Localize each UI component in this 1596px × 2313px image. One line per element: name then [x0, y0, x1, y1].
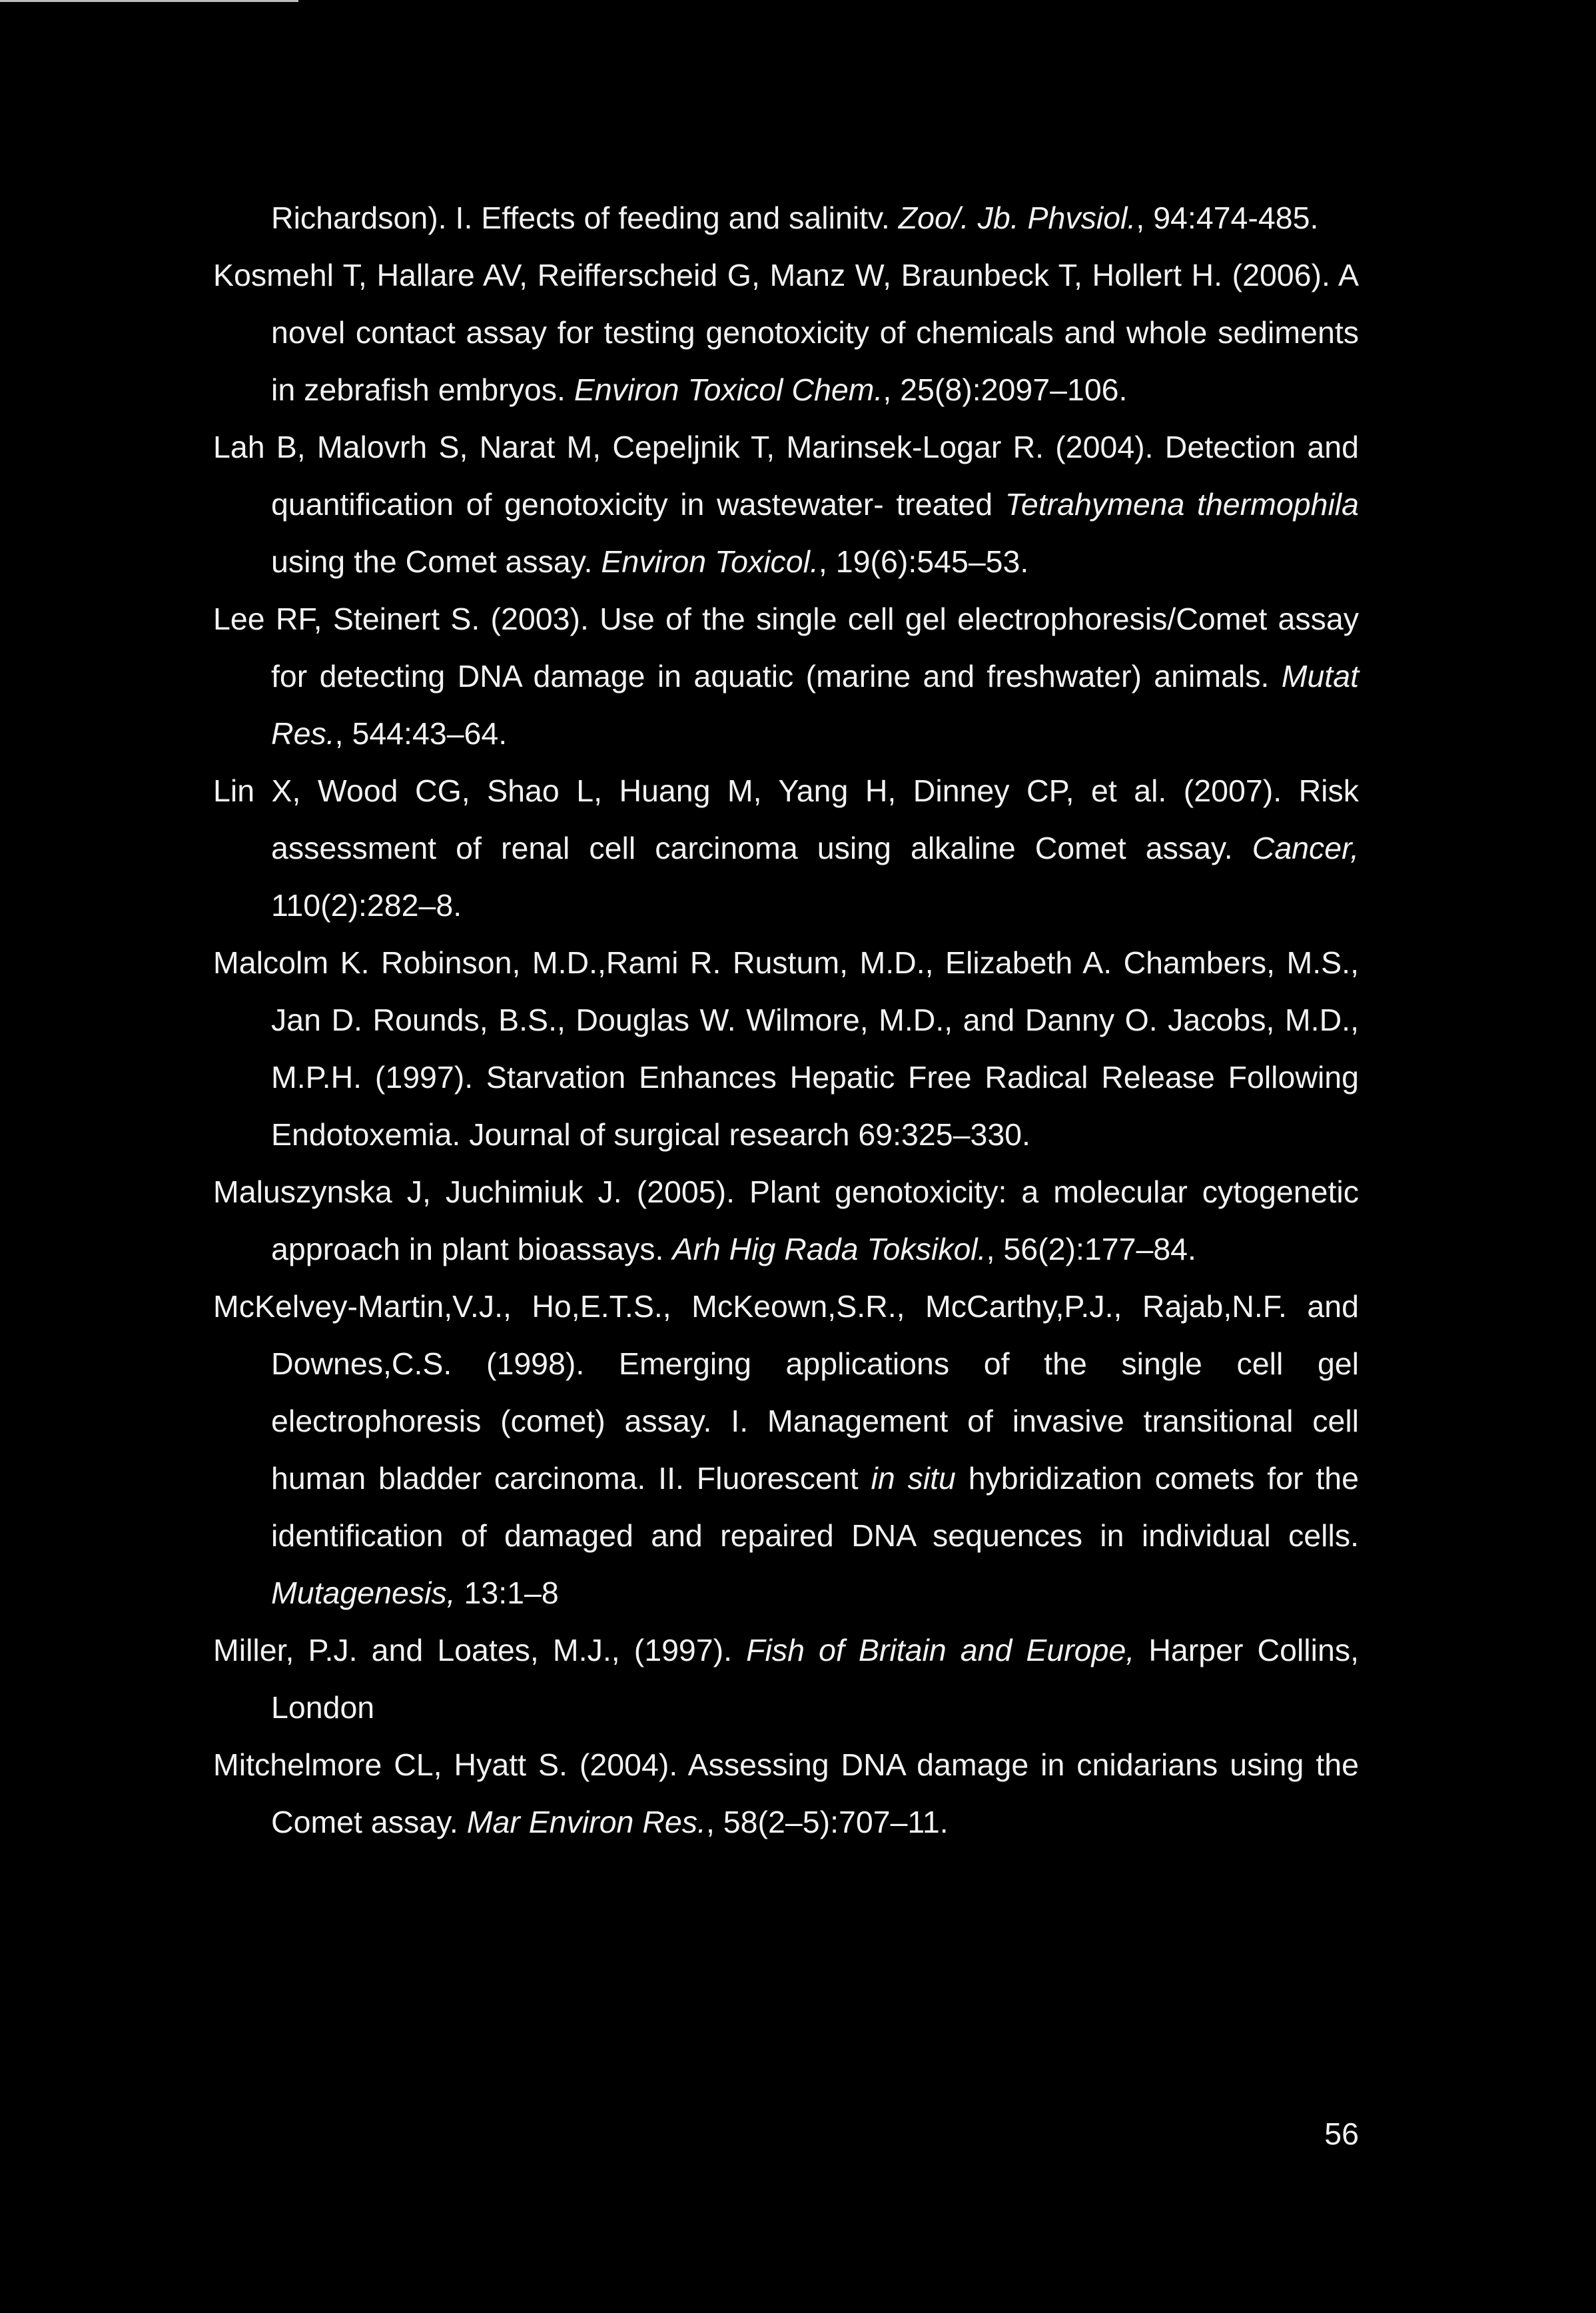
reference-entry	[213, 590, 1359, 762]
reference-text: using the Comet assay.	[271, 544, 601, 579]
reference-text: Mitchelmore CL, Hyatt S. (2004). Assessing DNA damage in cnidarians using the Comet assay.	[213, 1747, 1359, 1839]
reference-text: , 25(8):2097–106.	[883, 372, 1128, 407]
top-rule	[0, 0, 298, 2]
reference-italic-text: Tetrahymena thermophila	[1004, 487, 1359, 522]
reference-text: 110(2):282–8.	[271, 888, 462, 923]
reference-text: Maluszynska J, Juchimiuk J. (2005). Plant genotoxicity: a molecular cytogenetic approach in plant bioassays.	[213, 1174, 1359, 1266]
reference-entry	[213, 1278, 1359, 1621]
reference-italic-text: Mar Environ Res.	[466, 1805, 706, 1839]
reference-text: , 58(2–5):707–11.	[705, 1805, 949, 1839]
reference-italic-text: Arh Hig Rada Toksikol.	[672, 1232, 987, 1266]
reference-entry	[213, 246, 1359, 418]
page-number: 56	[1324, 2116, 1359, 2151]
reference-italic-text: Zoo/. Jb. Phvsiol.	[898, 201, 1136, 235]
reference-text: 13:1–8	[455, 1576, 559, 1610]
reference-entry	[213, 1736, 1359, 1851]
reference-italic-text: Mutat Res.	[271, 659, 1359, 751]
reference-entry	[213, 418, 1359, 590]
reference-text: , 56(2):177–84.	[986, 1232, 1196, 1266]
reference-entry	[213, 1621, 1359, 1736]
reference-text: Kosmehl T, Hallare AV, Reifferscheid G, Manz W, Braunbeck T, Hollert H. (2006). A novel contact assay for testing genotoxicity of chemicals and whole sediments in zebrafish embryos.	[213, 258, 1359, 407]
reference-entry	[213, 762, 1359, 934]
reference-text: McKelvey-Martin,V.J., Ho,E.T.S., McKeown,S.R., McCarthy,P.J., Rajab,N.F. and Downes,C.S. (1998). Emerging applications of the single cell gel electrophoresis (comet) assay. I. Management of invasive transitional cell human bladder carcinoma. II. Fluorescent	[213, 1289, 1359, 1496]
reference-entry	[213, 1163, 1359, 1278]
reference-italic-text: in situ	[871, 1461, 956, 1496]
reference-entry	[213, 934, 1359, 1163]
reference-italic-text: Environ Toxicol.	[601, 544, 819, 579]
reference-text: Lin X, Wood CG, Shao L, Huang M, Yang H, Dinney CP, et al. (2007). Risk assessment of renal cell carcinoma using alkaline Comet assay.	[213, 773, 1359, 865]
reference-italic-text: Environ Toxicol Chem.	[574, 372, 883, 407]
reference-italic-text: Cancer,	[1252, 831, 1359, 865]
reference-italic-text: Fish of Britain and Europe,	[746, 1633, 1135, 1667]
reference-entry	[213, 189, 1359, 246]
reference-italic-text: Mutagenesis,	[271, 1576, 456, 1610]
reference-text: Lee RF, Steinert S. (2003). Use of the single cell gel electrophoresis/Comet assay for detecting DNA damage in aquatic (marine and freshwater) animals.	[213, 602, 1359, 694]
reference-text: , 544:43–64.	[334, 716, 508, 751]
reference-list	[213, 189, 1359, 1851]
reference-text: Malcolm K. Robinson, M.D.,Rami R. Rustum, M.D., Elizabeth A. Chambers, M.S., Jan D. Rounds, B.S., Douglas W. Wilmore, M.D., and Danny O. Jacobs, M.D., M.P.H. (1997). Starvation Enhances Hepatic Free Radical Release Following Endotoxemia. Journal of surgical research 69:325–330.	[213, 945, 1359, 1152]
reference-text: Lah B, Malovrh S, Narat M, Cepeljnik T, Marinsek-Logar R. (2004). Detection and quantification of genotoxicity in wastewater- treated	[213, 430, 1359, 522]
reference-text: Miller, P.J. and Loates, M.J., (1997).	[213, 1633, 747, 1667]
reference-text: , 19(6):545–53.	[818, 544, 1029, 579]
reference-text: , 94:474-485.	[1136, 201, 1319, 235]
reference-text: Richardson). I. Effects of feeding and salinitv.	[271, 201, 899, 235]
reference-text: hybridization comets for the identification of damaged and repaired DNA sequences in individual cells.	[271, 1461, 1359, 1553]
reference-text: Harper Collins, London	[271, 1633, 1359, 1725]
